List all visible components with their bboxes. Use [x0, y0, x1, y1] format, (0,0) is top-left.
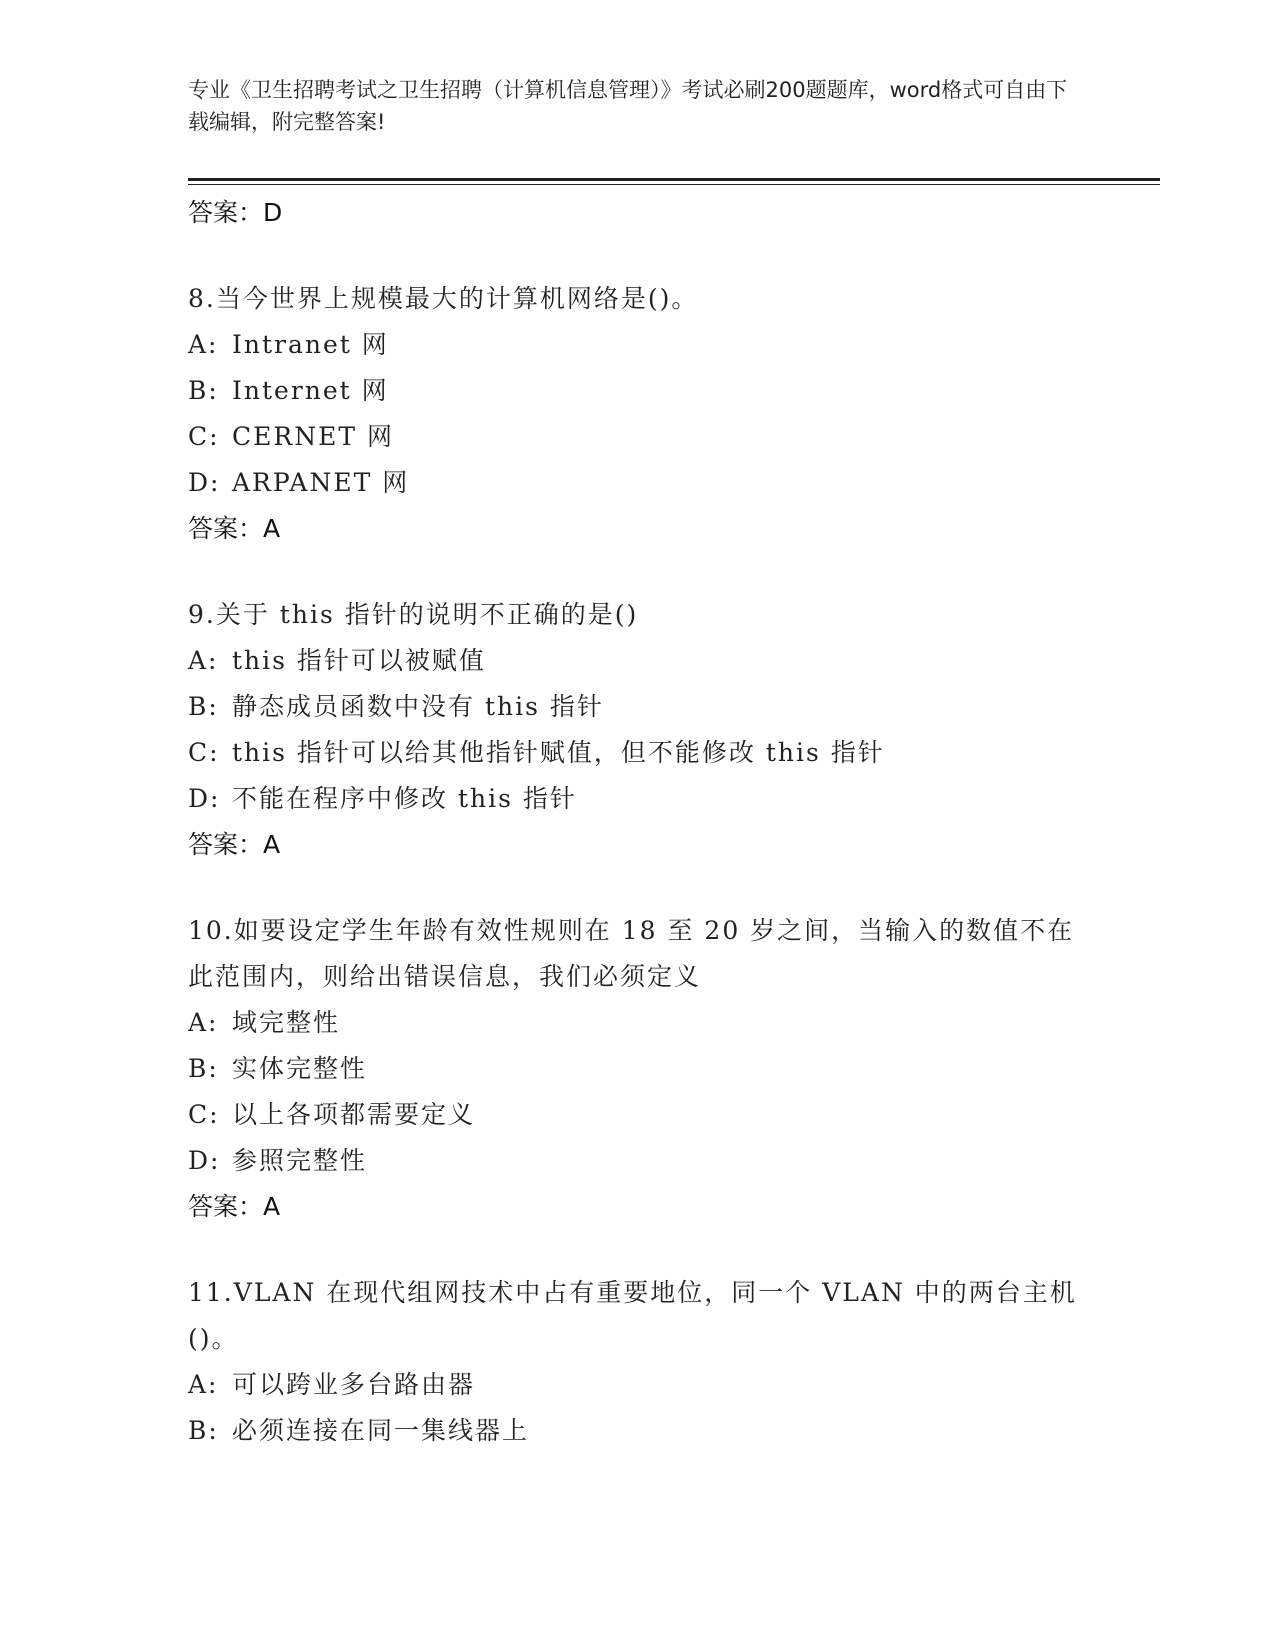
- option-letter: C:: [188, 1100, 220, 1129]
- answer-text: 答案：A: [188, 830, 281, 859]
- option-letter: C:: [188, 422, 220, 451]
- option-letter: B:: [188, 1054, 219, 1083]
- option-letter: B:: [188, 692, 219, 721]
- question-text: 9.关于 this 指针的说明不正确的是(): [188, 600, 639, 629]
- question-text: 11.VLAN 在现代组网技术中占有重要地位，同一个 VLAN 中的两台主机()。: [188, 1278, 1077, 1353]
- question-item: [188, 276, 1088, 552]
- option-text: 静态成员函数中没有 this 指针: [232, 692, 604, 721]
- option-letter: B:: [188, 1416, 219, 1445]
- question-item: [188, 1270, 1088, 1454]
- option-text: ARPANET 网: [232, 468, 410, 497]
- option-text: 参照完整性: [232, 1146, 368, 1175]
- option-b: [188, 1408, 1088, 1454]
- option-c: [188, 414, 1088, 460]
- option-text: 域完整性: [232, 1008, 341, 1037]
- question-list: [188, 190, 1088, 1454]
- option-b: [188, 1046, 1088, 1092]
- option-text: 可以跨业多台路由器: [232, 1370, 476, 1399]
- option-letter: B:: [188, 376, 219, 405]
- question-text: 8.当今世界上规模最大的计算机网络是()。: [188, 284, 699, 313]
- option-b: [188, 368, 1088, 414]
- option-letter: C:: [188, 738, 220, 767]
- header-divider-thick: [188, 178, 1160, 181]
- option-d: [188, 1138, 1088, 1184]
- option-letter: D:: [188, 784, 221, 813]
- answer-text: 答案：A: [188, 1192, 281, 1221]
- question-item: [188, 908, 1088, 1230]
- option-a: [188, 638, 1088, 684]
- option-letter: A:: [188, 1008, 219, 1037]
- option-letter: A:: [188, 646, 219, 675]
- option-text: 必须连接在同一集线器上: [232, 1416, 530, 1445]
- question-text: 10.如要设定学生年龄有效性规则在 18 至 20 岁之间，当输入的数值不在此范围内，则给出错误信息，我们必须定义: [188, 916, 1075, 991]
- option-text: Intranet 网: [232, 330, 389, 359]
- question-item: [188, 592, 1088, 868]
- header-divider-thin: [188, 184, 1160, 185]
- option-letter: A:: [188, 330, 219, 359]
- option-text: this 指针可以给其他指针赋值，但不能修改 this 指针: [232, 738, 885, 767]
- option-text: 以上各项都需要定义: [232, 1100, 476, 1129]
- option-a: [188, 322, 1088, 368]
- option-letter: D:: [188, 1146, 221, 1175]
- option-letter: D:: [188, 468, 221, 497]
- option-text: Internet 网: [232, 376, 389, 405]
- option-text: CERNET 网: [232, 422, 394, 451]
- option-text: 不能在程序中修改 this 指针: [232, 784, 577, 813]
- option-b: [188, 684, 1088, 730]
- option-text: this 指针可以被赋值: [232, 646, 486, 675]
- option-c: [188, 1092, 1088, 1138]
- option-letter: A:: [188, 1370, 219, 1399]
- option-a: [188, 1362, 1088, 1408]
- option-d: [188, 776, 1088, 822]
- option-text: 实体完整性: [232, 1054, 368, 1083]
- option-a: [188, 1000, 1088, 1046]
- option-d: [188, 460, 1088, 506]
- document-header: 专业《卫生招聘考试之卫生招聘（计算机信息管理）》考试必刷200题题库，word格式可自由下载编辑，附完整答案!: [188, 78, 1068, 134]
- answer-text: 答案：D: [188, 198, 283, 227]
- option-c: [188, 730, 1088, 776]
- answer-text: 答案：A: [188, 514, 281, 543]
